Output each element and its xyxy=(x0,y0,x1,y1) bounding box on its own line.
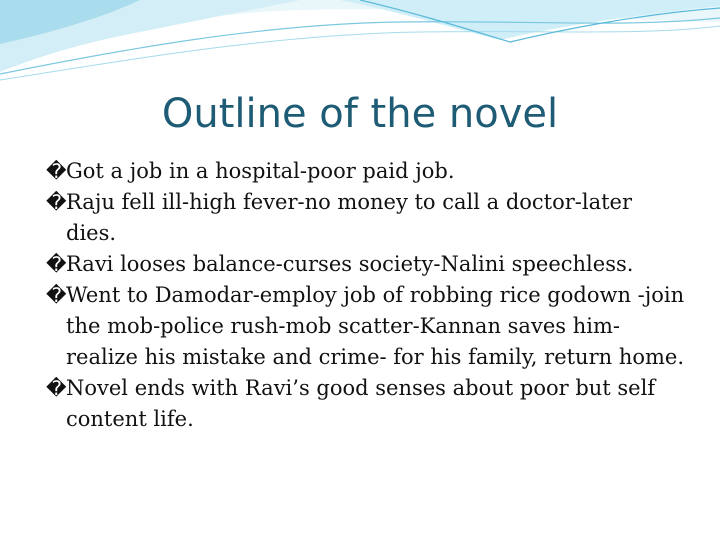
bullet-marker-icon: � xyxy=(46,283,67,307)
bullet-marker-icon: � xyxy=(46,190,67,214)
bullet-item xyxy=(46,156,686,187)
bullet-text: Raju fell ill-high fever-no money to call a doctor-later dies. xyxy=(66,190,633,245)
bullet-text: Got a job in a hospital-poor paid job. xyxy=(66,159,455,183)
bullet-marker-icon: � xyxy=(46,376,67,400)
bullet-list xyxy=(46,156,686,435)
bullet-item xyxy=(46,280,686,373)
bullet-marker-icon: � xyxy=(46,252,67,276)
bullet-item xyxy=(46,249,686,280)
slide-title: Outline of the novel xyxy=(161,91,559,137)
bullet-item xyxy=(46,187,686,249)
bullet-text: Ravi looses balance-curses society-Nalini speechless. xyxy=(66,252,634,276)
bullet-item xyxy=(46,373,686,435)
bullet-text: Went to Damodar-employ job of robbing rice godown -join the mob-police rush-mob scatter-Kannan saves him-realize his mistake and crime- for his family, return home. xyxy=(66,283,685,369)
header-wave-decoration xyxy=(0,0,720,90)
bullet-marker-icon: � xyxy=(46,159,67,183)
bullet-text: Novel ends with Ravi’s good senses about poor but self content life. xyxy=(66,376,656,431)
